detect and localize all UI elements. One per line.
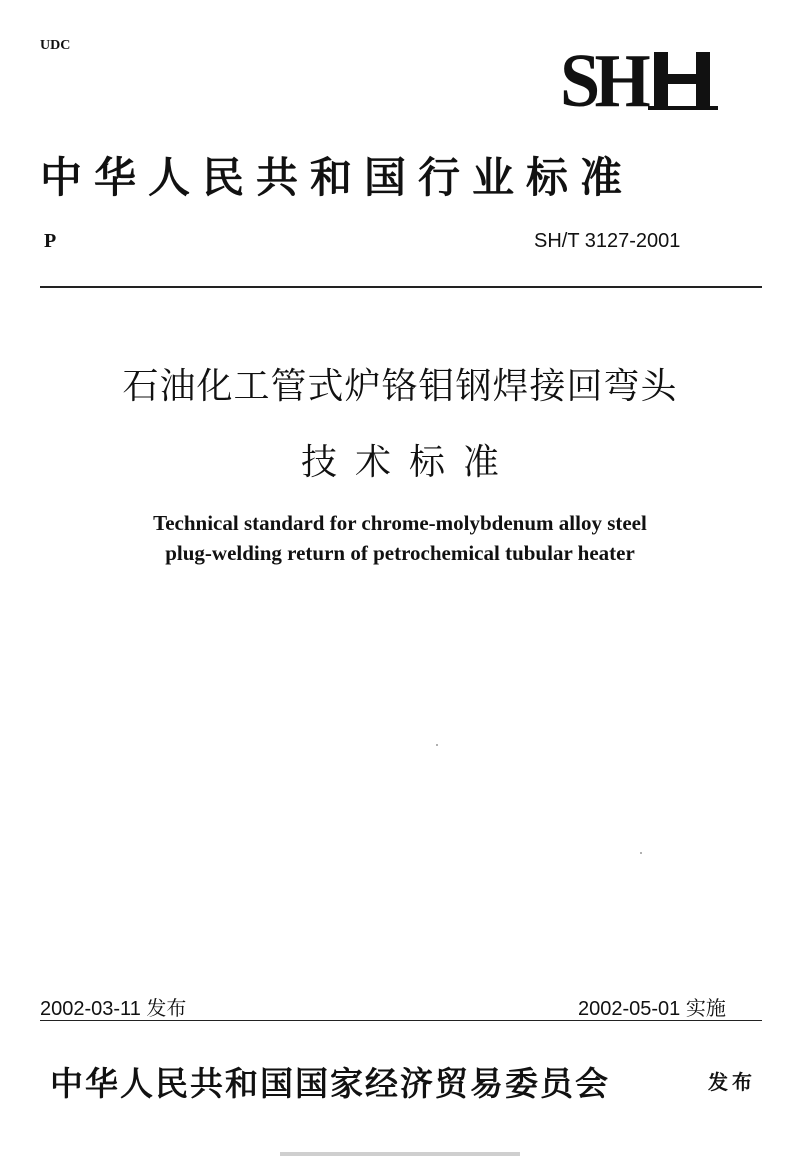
scan-speck (640, 852, 642, 854)
footer-watermark-strip (280, 1150, 520, 1158)
standard-number: SH/T 3127-2001 (534, 230, 681, 252)
sh-logo (560, 39, 730, 123)
english-title-line1: Technical standard for chrome-molybdenum alloy steel (153, 511, 647, 535)
header-divider (40, 286, 762, 288)
national-standard-title: 中华人民共和国行业标准 (40, 153, 635, 202)
sh-logo-h-mark (648, 50, 728, 112)
classification-code: P (44, 230, 57, 252)
udc-label: UDC (40, 38, 71, 53)
footer-divider (40, 1020, 762, 1021)
chinese-title-line1: 石油化工管式炉铬钼钢焊接回弯头 (122, 366, 678, 407)
implement-date: 2002-05-01 实施 (578, 998, 726, 1020)
chinese-title-line2: 技术标准 (300, 442, 517, 483)
publish-date: 2002-03-11 发布 (40, 998, 187, 1020)
english-title (0, 508, 800, 568)
issuing-authority: 中华人民共和国国家经济贸易委员会 (50, 1064, 610, 1103)
issuing-action: 发布 (708, 1070, 756, 1094)
english-title-line2: plug-welding return of petrochemical tubular heater (165, 541, 635, 565)
sh-logo-text: SH (560, 39, 645, 123)
scan-speck (436, 744, 438, 746)
